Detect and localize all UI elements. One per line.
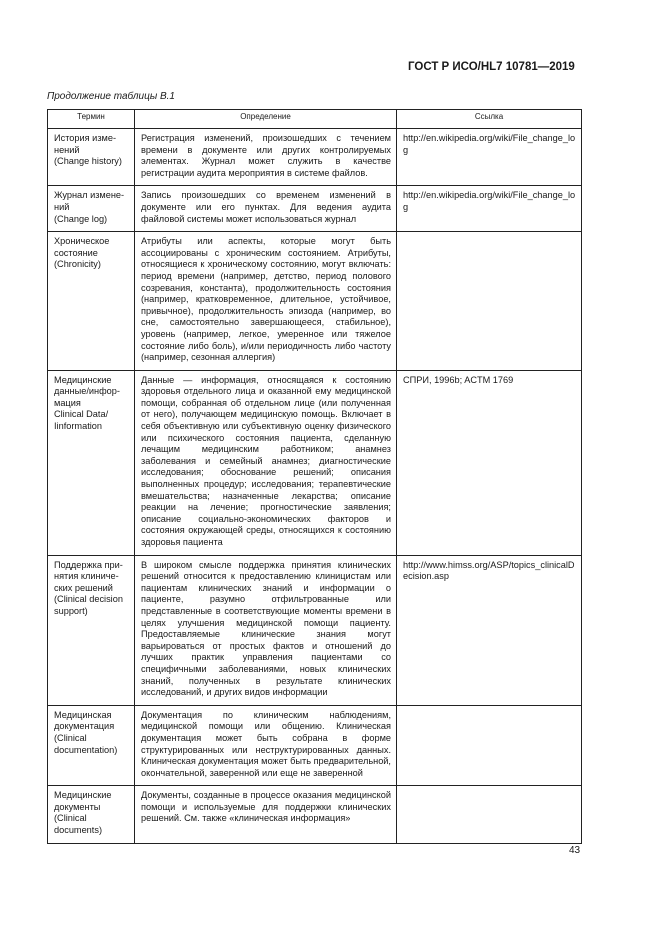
term-cell: Журнал измене- ний (Change log) <box>48 186 135 232</box>
reference-cell <box>397 705 582 786</box>
table-header-row <box>48 110 582 129</box>
table-row <box>48 129 582 186</box>
term-cell: Хроническое состояние (Chronicity) <box>48 232 135 371</box>
definition-cell: Атрибуты или аспекты, которые могут быть ассоциированы с хроническим состоянием. Атрибуты, относящиеся к хроническому состоянию, могут включать: период времени (например, детство, период полового созревания, константа), продолжительность состояния (например, кратковременное, длительное, устойчивое, привычное), продолжительность эпизода (например, во сне, самостоятельно завершающееся, стабильное), уровень (например, легкое, умеренное или тяжелое состояние либо боль), и/или периодичность либо частоту (например, сезонная аллергия) <box>135 232 397 371</box>
term-cell: Медицинские данные/инфор- мация Clinical Data/ Iinformation <box>48 370 135 555</box>
term-cell: История изме- нений (Change history) <box>48 129 135 186</box>
reference-cell: http://en.wikipedia.org/wiki/File_change_log <box>397 186 582 232</box>
reference-cell: СПРИ, 1996b; ACTM 1769 <box>397 370 582 555</box>
column-header-term: Термин <box>48 110 135 129</box>
table-row <box>48 186 582 232</box>
reference-cell <box>397 232 582 371</box>
terms-table <box>47 109 582 844</box>
reference-cell: http://www.himss.org/ASP/topics_clinicalDecision.asp <box>397 555 582 705</box>
page-number: 43 <box>569 845 581 856</box>
term-cell: Медицинская документация (Clinical documentation) <box>48 705 135 786</box>
table-row <box>48 786 582 843</box>
column-header-definition: Определение <box>135 110 397 129</box>
table-row <box>48 370 582 555</box>
reference-cell <box>397 786 582 843</box>
definition-cell: Данные — информация, относящаяся к состоянию здоровья отдельного лица и оказанной ему медицинской помощи, собранная об отдельном лице (или полученная от него), получающем медицинскую помощь. Включает в себя объективную или субъективную оценку физического или психического состояния пациента, сделанную лечащим медицинским работником; анамнез заболевания и семейный анамнез; диагностические исследования; обоснование решений; описания выполненных процедур; исследования; терапевтические вмешательства; назначенные лекарства; описание реакции на лечение; прогностические заявления; описание социально-экономических факторов и состояния окружающей среды, относящихся к состоянию здоровья пациента <box>135 370 397 555</box>
table-row <box>48 705 582 786</box>
term-cell: Поддержка при- нятия клиниче- ских решений (Clinical decision support) <box>48 555 135 705</box>
table-caption: Продолжение таблицы В.1 <box>47 91 175 102</box>
definition-cell: Документы, созданные в процессе оказания медицинской помощи и используемые для поддержки клинических решений. См. также «клиническая информация» <box>135 786 397 843</box>
term-cell: Медицинские документы (Clinical documents) <box>48 786 135 843</box>
column-header-reference: Ссылка <box>397 110 582 129</box>
table-row <box>48 232 582 371</box>
standard-designation: ГОСТ Р ИСО/HL7 10781—2019 <box>408 61 575 73</box>
definition-cell: Запись произошедших со временем изменений в документе или его пунктах. Для ведения аудита файловой системы может использоваться журнал <box>135 186 397 232</box>
definition-cell: Регистрация изменений, произошедших с течением времени в документе или других контролируемых элементах. Журнал может служить в качестве регистрации аудита мероприятия в системе файлов. <box>135 129 397 186</box>
reference-cell: http://en.wikipedia.org/wiki/File_change_log <box>397 129 582 186</box>
definition-cell: Документация по клиническим наблюдениям, медицинской помощи или общению. Клиническая документация может быть собрана в форме структурированных или неструктурированных данных. Клиническая документация может быть предварительной, окончательной, заверенной или еще не заверенной <box>135 705 397 786</box>
table-row <box>48 555 582 705</box>
definition-cell: В широком смысле поддержка принятия клинических решений относится к предоставлению клиницистам или пациентам клинических знаний и информации о пациенте, разумно отфильтрованные или представленные в соответствующие моменты времени в целях улучшения медицинской помощи пациенту. Предоставляемые клинические знания могут варьироваться от простых фактов и отношений до лучших практик управления пациентами со специфичными заболеваниями, новых клинических знаний, полученных в результате клинических исследований, и других видов информации <box>135 555 397 705</box>
